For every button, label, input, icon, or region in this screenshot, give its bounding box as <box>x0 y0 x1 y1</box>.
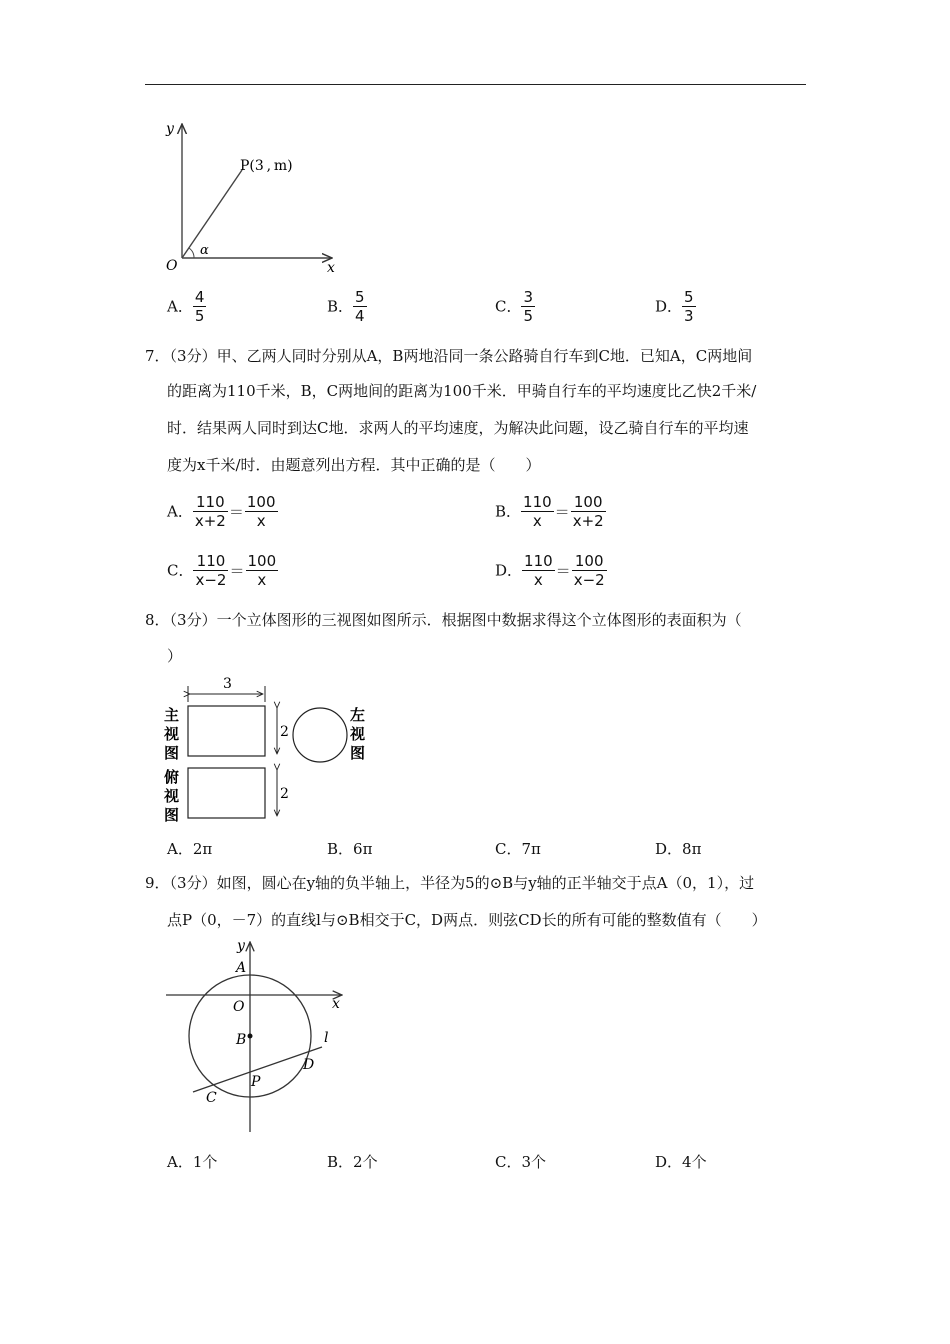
q8-depth-label: 2 <box>280 786 289 802</box>
q6-figure <box>160 118 345 278</box>
q8-height-label: 2 <box>280 724 289 740</box>
q9-label-p: P <box>251 1074 261 1090</box>
q9-label-d: D <box>303 1057 315 1073</box>
q8-top-label-1: 俯 <box>164 768 180 786</box>
q8-option-c: C．7π <box>495 840 541 858</box>
q7-line-2: 的距离为110千米，B，C两地间的距离为100千米．甲骑自行车的平均速度比乙快2千米/ <box>167 382 757 400</box>
q8-option-d: D．8π <box>655 840 702 858</box>
q8-front-label-1: 主 <box>164 706 180 724</box>
q9-label-l: l <box>324 1030 329 1046</box>
q8-top-label-3: 图 <box>164 806 180 824</box>
q6-option-a: A． $\frac{4}{5}$ <box>167 288 205 325</box>
q7-option-a: A． $\frac{110}{x+2}$ ＝ $\frac{100}{x}$ <box>167 493 276 530</box>
q9-label-y: y <box>237 938 245 954</box>
q9-label-a: A <box>236 960 247 976</box>
q9-label-o: O <box>233 999 245 1015</box>
q6-option-a-fraction: $\frac{4}{5}$ <box>194 288 205 325</box>
q9-option-c: C．3个 <box>495 1153 547 1171</box>
q8-left-label-3: 图 <box>350 744 366 762</box>
q8-left-view-circle <box>293 708 347 762</box>
q9-line-2: 点P（0，－7）的直线l与⊙B相交于C，D两点．则弦CD长的所有可能的整数值有（ ） <box>167 911 767 929</box>
q6-label-y: y <box>166 121 174 137</box>
q8-top-label-2: 视 <box>164 787 180 805</box>
q6-angle-arc <box>189 248 194 258</box>
q9-circle-figure <box>160 936 350 1136</box>
q8-option-b: B．6π <box>327 840 373 858</box>
q6-label-x: x <box>327 260 335 276</box>
q6-option-d-fraction: $\frac{5}{3}$ <box>684 288 694 325</box>
q9-label-x: x <box>332 996 340 1012</box>
q7-option-c: C． $\frac{110}{x-2}$ ＝ $\frac{100}{x}$ <box>167 552 277 589</box>
q8-three-views-figure <box>160 672 375 832</box>
q8-option-a: A．2π <box>167 840 213 858</box>
q6-option-b: B． $\frac{5}{4}$ <box>327 288 365 325</box>
q9-line-1: 9．（3分）如图，圆心在y轴的负半轴上，半径为5的⊙B与y轴的正半轴交于点A（0，1），过 <box>145 874 755 892</box>
q9-label-c: C <box>206 1090 217 1106</box>
q9-option-a: A．1个 <box>167 1153 218 1171</box>
q8-width-label: 3 <box>223 676 232 692</box>
q8-front-label-3: 图 <box>164 744 180 762</box>
q9-label-b: B <box>236 1032 247 1048</box>
q9-option-b: B．2个 <box>327 1153 378 1171</box>
q8-left-label-1: 左 <box>350 706 366 724</box>
q7-line-3: 时．结果两人同时到达C地．求两人的平均速度，为解决此问题，设乙骑自行车的平均速 <box>167 419 749 437</box>
q7-line-1: 7．（3分）甲、乙两人同时分别从A，B两地沿同一条公路骑自行车到C地．已知A，C两地间 <box>145 347 753 365</box>
q6-label-alpha: α <box>200 243 209 258</box>
q8-left-label-2: 视 <box>350 725 366 743</box>
q9-center-b-dot <box>248 1034 253 1039</box>
q6-option-c: C． $\frac{3}{5}$ <box>495 288 534 325</box>
header-rule <box>145 84 806 85</box>
q6-option-c-fraction: $\frac{3}{5}$ <box>523 288 534 325</box>
q8-line-2: ） <box>167 647 183 665</box>
q7-option-b: B． $\frac{110}{x}$ ＝ $\frac{100}{x+2}$ <box>495 493 604 530</box>
q6-option-d: D． $\frac{5}{3}$ <box>655 288 694 325</box>
q8-front-label-2: 视 <box>164 725 180 743</box>
q8-top-view-rect <box>188 768 265 818</box>
q9-option-d: D．4个 <box>655 1153 707 1171</box>
q7-line-4: 度为x千米/时．由题意列出方程．其中正确的是（ ） <box>167 456 541 474</box>
q8-line-1: 8．（3分）一个立体图形的三视图如图所示．根据图中数据求得这个立体图形的表面积为（ <box>145 611 742 629</box>
q6-ray-op <box>182 170 242 258</box>
q7-option-d: D． $\frac{110}{x}$ ＝ $\frac{100}{x-2}$ <box>495 552 605 589</box>
q8-front-view-rect <box>188 706 265 756</box>
q6-option-b-fraction: $\frac{5}{4}$ <box>355 288 365 325</box>
q6-label-o: O <box>166 258 178 274</box>
q6-label-p: P(3 , m) <box>240 158 293 174</box>
